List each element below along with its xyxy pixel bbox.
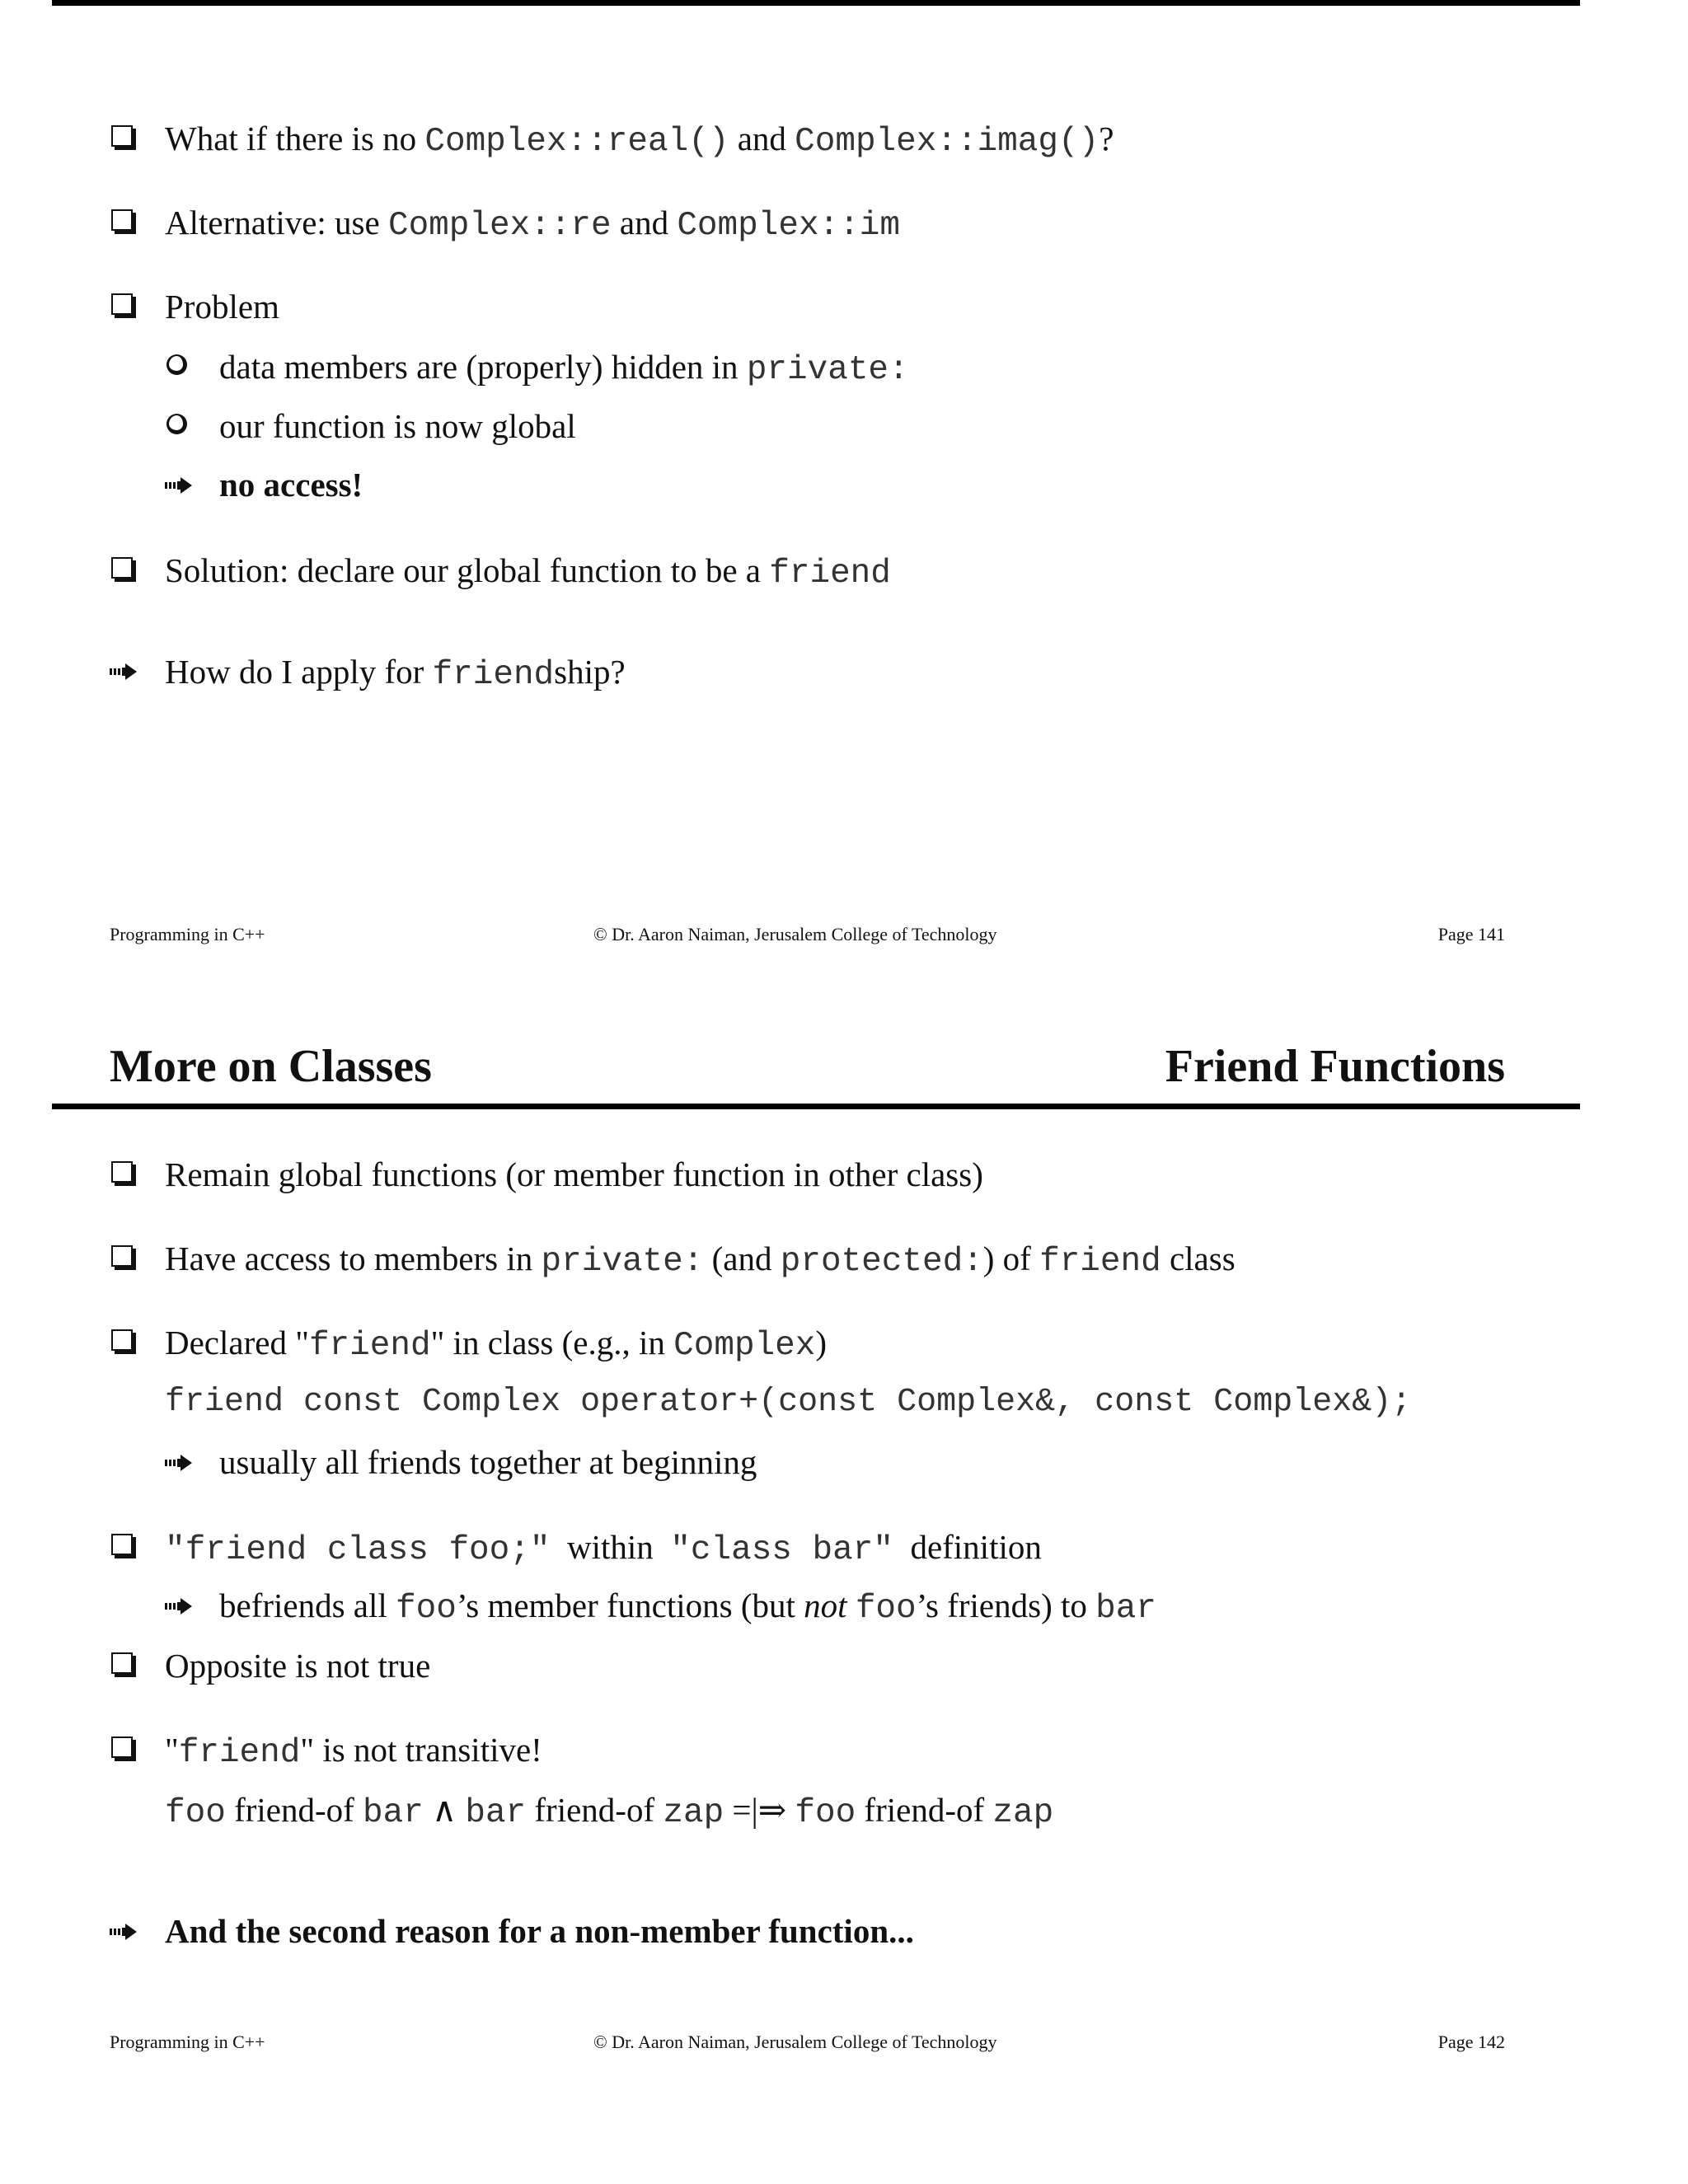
bullet-text: What if there is no Complex::real() and Complex::imag()? — [165, 120, 1114, 161]
slide-title: Friend Functions — [1165, 1041, 1505, 1092]
square-bullet-icon — [111, 125, 133, 147]
arrow-bullet-icon — [165, 1454, 193, 1472]
bullet-text: Alternative: use Complex::re and Complex::im — [165, 204, 900, 245]
footer-left: Programming in C++ — [110, 2032, 265, 2052]
arrow-bullet-icon — [165, 1597, 193, 1615]
square-bullet-icon — [111, 1534, 133, 1555]
top-rule — [52, 0, 1580, 6]
transitivity-formula: foo friend-of bar ∧ bar friend-of zap =|⇒ foo friend-of zap — [165, 1791, 1054, 1832]
conclusion-text: How do I apply for friendship? — [165, 653, 626, 694]
circle-bullet-icon — [166, 354, 187, 375]
sub-bullet-text: data members are (properly) hidden in private: — [219, 348, 909, 389]
arrow-bullet-icon — [110, 663, 138, 681]
sub-bullet-text: befriends all foo’s member functions (but not foo’s friends) to bar — [219, 1586, 1156, 1628]
bullet-text: Opposite is not true — [165, 1647, 431, 1685]
footer-center: © Dr. Aaron Naiman, Jerusalem College of Technology — [593, 2032, 997, 2052]
conclusion-text: And the second reason for a non-member function... — [165, 1912, 914, 1950]
bullet-text: Declared "friend" in class (e.g., in Complex) — [165, 1324, 828, 1365]
section-title: More on Classes — [110, 1041, 432, 1092]
sub-bullet-text: no access! — [219, 466, 363, 504]
footer-center: © Dr. Aaron Naiman, Jerusalem College of Technology — [593, 924, 997, 944]
bullet-text: Remain global functions (or member function in other class) — [165, 1155, 983, 1193]
square-bullet-icon — [111, 1245, 133, 1267]
square-bullet-icon — [111, 1161, 133, 1183]
header-rule — [52, 1104, 1580, 1109]
bullet-text: Solution: declare our global function to be a friend — [165, 551, 891, 593]
footer-left: Programming in C++ — [110, 924, 265, 944]
code-line: friend const Complex operator+(const Complex&, const Complex&); — [165, 1384, 1412, 1421]
arrow-bullet-icon — [110, 1923, 138, 1941]
footer-page-number: Page 141 — [1437, 924, 1505, 944]
sub-bullet-text: our function is now global — [219, 407, 576, 445]
footer-page-number: Page 142 — [1437, 2032, 1505, 2052]
arrow-bullet-icon — [165, 476, 193, 494]
bullet-text: Problem — [165, 288, 279, 326]
bullet-text: "friend class foo;" within "class bar" definition — [165, 1528, 1042, 1569]
sub-bullet-text: usually all friends together at beginning — [219, 1443, 757, 1481]
square-bullet-icon — [111, 1329, 133, 1351]
square-bullet-icon — [111, 209, 133, 231]
square-bullet-icon — [111, 1736, 133, 1758]
circle-bullet-icon — [166, 414, 187, 434]
square-bullet-icon — [111, 1652, 133, 1674]
square-bullet-icon — [111, 293, 133, 315]
bullet-text: "friend" is not transitive! — [165, 1731, 542, 1772]
bullet-text: Have access to members in private: (and protected:) of friend class — [165, 1240, 1236, 1281]
square-bullet-icon — [111, 557, 133, 579]
